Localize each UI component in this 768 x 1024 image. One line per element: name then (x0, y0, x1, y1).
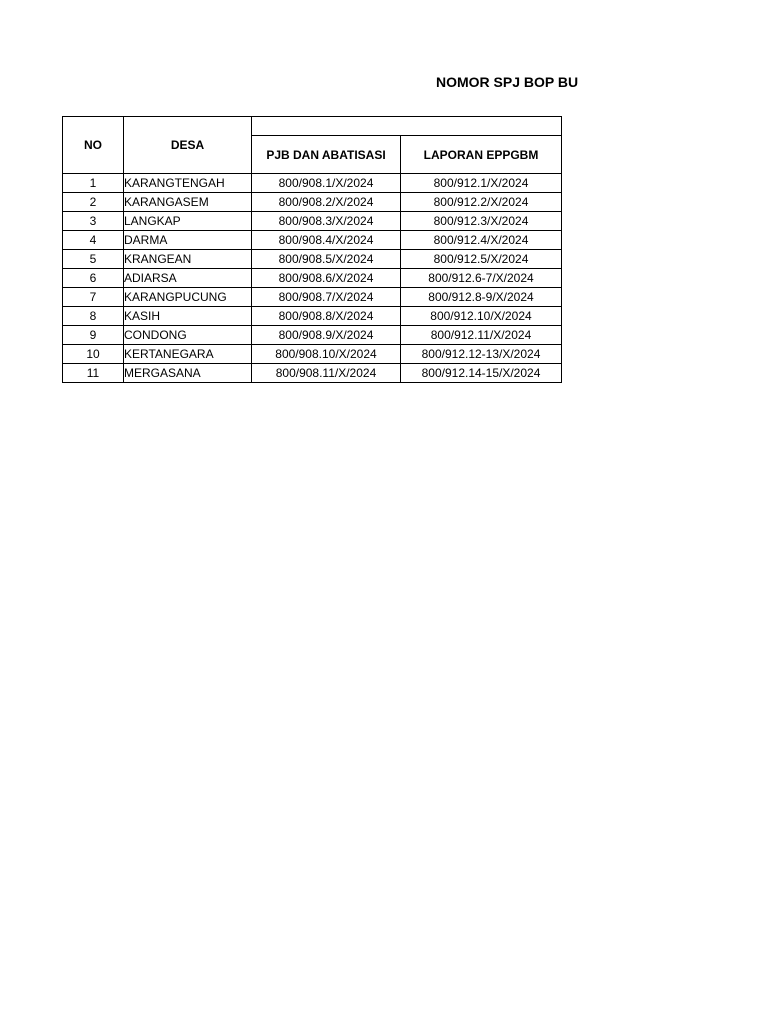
cell-no: 7 (63, 288, 124, 307)
cell-laporan-number: 800/912.11/X/2024 (401, 326, 562, 345)
cell-laporan-number: 800/912.3/X/2024 (401, 212, 562, 231)
cell-no: 1 (63, 174, 124, 193)
cell-desa: KARANGASEM (124, 193, 252, 212)
column-header-laporan: LAPORAN EPPGBM (401, 136, 562, 174)
table-row (63, 288, 562, 307)
table-row (63, 193, 562, 212)
table-body (63, 174, 562, 383)
cell-pjb-number: 800/908.5/X/2024 (252, 250, 401, 269)
cell-desa: DARMA (124, 231, 252, 250)
column-header-no: NO (63, 117, 124, 174)
cell-no: 4 (63, 231, 124, 250)
table-header-row (63, 117, 562, 136)
cell-desa: MERGASANA (124, 364, 252, 383)
cell-pjb-number: 800/908.8/X/2024 (252, 307, 401, 326)
cell-pjb-number: 800/908.11/X/2024 (252, 364, 401, 383)
cell-pjb-number: 800/908.3/X/2024 (252, 212, 401, 231)
cell-no: 6 (63, 269, 124, 288)
cell-desa: KARANGTENGAH (124, 174, 252, 193)
column-header-pjb: PJB DAN ABATISASI (252, 136, 401, 174)
cell-laporan-number: 800/912.5/X/2024 (401, 250, 562, 269)
cell-desa: KARANGPUCUNG (124, 288, 252, 307)
cell-laporan-number: 800/912.10/X/2024 (401, 307, 562, 326)
table-row (63, 364, 562, 383)
cell-laporan-number: 800/912.6-7/X/2024 (401, 269, 562, 288)
cell-pjb-number: 800/908.10/X/2024 (252, 345, 401, 364)
spj-number-table (62, 116, 562, 383)
cell-desa: CONDONG (124, 326, 252, 345)
column-group-header (252, 117, 562, 136)
cell-desa: KASIH (124, 307, 252, 326)
cell-no: 2 (63, 193, 124, 212)
cell-pjb-number: 800/908.2/X/2024 (252, 193, 401, 212)
cell-desa: KRANGEAN (124, 250, 252, 269)
cell-no: 5 (63, 250, 124, 269)
cell-desa: ADIARSA (124, 269, 252, 288)
cell-no: 3 (63, 212, 124, 231)
cell-pjb-number: 800/908.7/X/2024 (252, 288, 401, 307)
table-row (63, 345, 562, 364)
table-row (63, 250, 562, 269)
table-row (63, 307, 562, 326)
cell-laporan-number: 800/912.2/X/2024 (401, 193, 562, 212)
cell-desa: LANGKAP (124, 212, 252, 231)
cell-no: 9 (63, 326, 124, 345)
cell-no: 11 (63, 364, 124, 383)
cell-pjb-number: 800/908.9/X/2024 (252, 326, 401, 345)
page-title: NOMOR SPJ BOP BU (436, 74, 579, 90)
cell-laporan-number: 800/912.8-9/X/2024 (401, 288, 562, 307)
cell-laporan-number: 800/912.14-15/X/2024 (401, 364, 562, 383)
table-row (63, 326, 562, 345)
cell-pjb-number: 800/908.6/X/2024 (252, 269, 401, 288)
column-header-desa: DESA (124, 117, 252, 174)
cell-no: 8 (63, 307, 124, 326)
cell-no: 10 (63, 345, 124, 364)
cell-pjb-number: 800/908.1/X/2024 (252, 174, 401, 193)
cell-laporan-number: 800/912.1/X/2024 (401, 174, 562, 193)
cell-laporan-number: 800/912.12-13/X/2024 (401, 345, 562, 364)
table-row (63, 269, 562, 288)
cell-desa: KERTANEGARA (124, 345, 252, 364)
table-row (63, 231, 562, 250)
table-row (63, 212, 562, 231)
cell-laporan-number: 800/912.4/X/2024 (401, 231, 562, 250)
table-row (63, 174, 562, 193)
cell-pjb-number: 800/908.4/X/2024 (252, 231, 401, 250)
